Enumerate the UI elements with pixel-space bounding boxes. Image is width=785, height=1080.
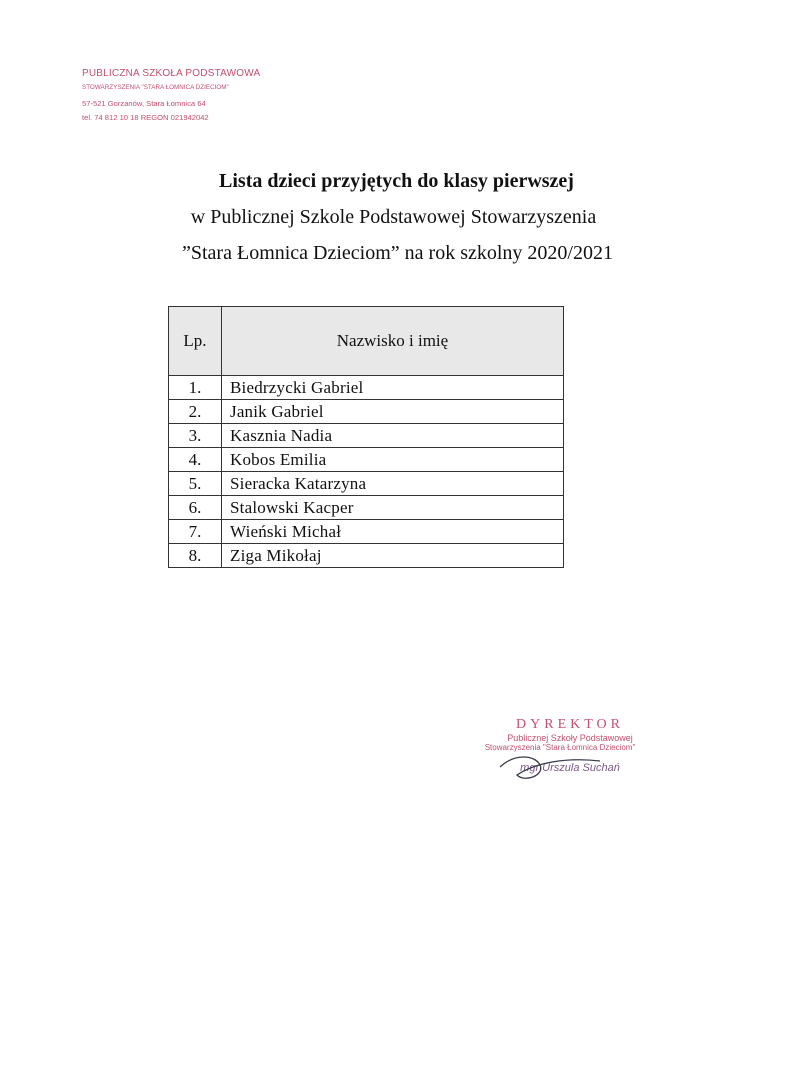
stamp-line-4: tel. 74 812 10 18 REGON 021942042 [82,112,209,122]
header-lp: Lp. [169,307,222,376]
table-row [169,544,564,568]
row-name: Kasznia Nadia [222,424,564,448]
row-name: Biedrzycki Gabriel [222,376,564,400]
document-title [0,170,785,265]
table-row [169,376,564,400]
row-name: Ziga Mikołaj [222,544,564,568]
table-header-row [169,307,564,376]
row-number: 7. [169,520,222,544]
row-number: 1. [169,376,222,400]
row-number: 4. [169,448,222,472]
row-name: Janik Gabriel [222,400,564,424]
row-name: Stalowski Kacper [222,496,564,520]
signature-title: DYREKTOR [516,717,624,732]
row-number: 6. [169,496,222,520]
table-row [169,520,564,544]
row-number: 5. [169,472,222,496]
title-line-1: Lista dzieci przyjętych do klasy pierwszej [219,170,574,192]
title-line-2: w Publicznej Szkole Podstawowej Stowarzyszenia [190,206,597,228]
row-number: 8. [169,544,222,568]
row-name: Kobos Emilia [222,448,564,472]
title-line-3: ”Stara Łomnica Dzieciom” na rok szkolny 2020/2021 [182,242,613,264]
stamp-line-3: 57-521 Gorzanów, Stara Łomnica 64 [82,99,206,109]
signature-line-3: Stowarzyszenia "Stara Łomnica Dzieciom" [484,743,636,752]
school-stamp [82,69,260,121]
table-row [169,496,564,520]
admitted-children-table [168,306,564,568]
row-number: 2. [169,400,222,424]
signature-name: mgr Urszula Suchań [520,762,620,774]
handwritten-signature-icon [495,745,605,785]
table-row [169,424,564,448]
header-name: Nazwisko i imię [222,307,564,376]
row-name: Sieracka Katarzyna [222,472,564,496]
table-row [169,448,564,472]
row-name: Wieński Michał [222,520,564,544]
table-row [169,472,564,496]
stamp-line-2: STOWARZYSZENIA "STARA ŁOMNICA DZIECIOM" [82,84,229,91]
row-number: 3. [169,424,222,448]
director-signature-stamp [455,717,655,774]
table-row [169,400,564,424]
stamp-line-1: PUBLICZNA SZKOŁA PODSTAWOWA [82,68,261,79]
signature-line-2: Publicznej Szkoły Podstawowej [507,733,633,743]
